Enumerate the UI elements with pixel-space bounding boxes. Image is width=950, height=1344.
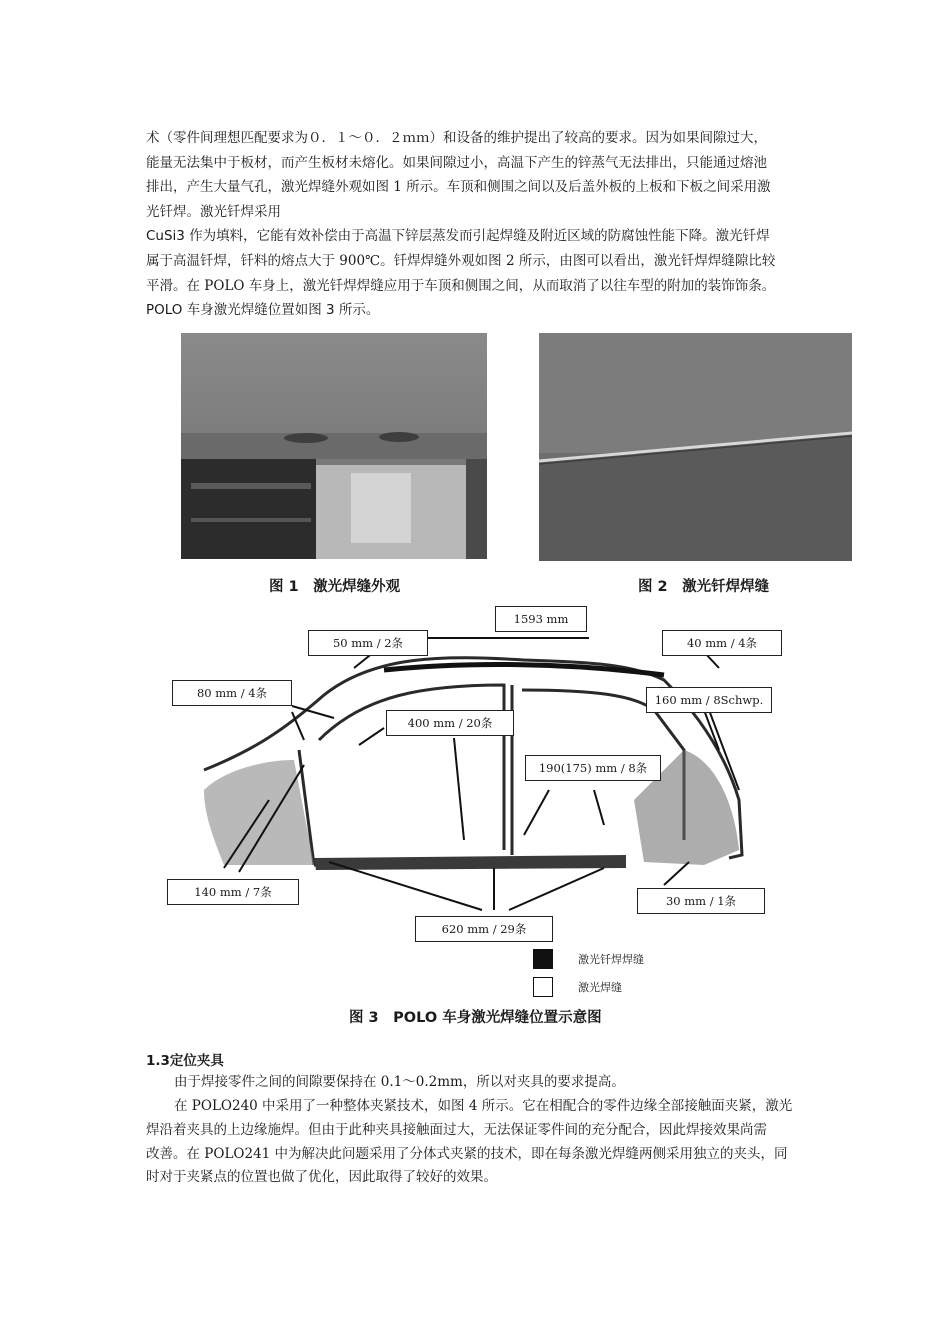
section-paragraph-1	[146, 1071, 814, 1095]
section-heading: 1.3定位夹具	[146, 1053, 224, 1069]
label-rear-roof: 40 mm / 4条	[662, 630, 782, 656]
figure-1-caption: 图 1 激光焊缝外观	[269, 579, 401, 595]
text-line: 由于焊接零件之间的间隙要保持在 0.1～0.2mm，所以对夹具的要求提高。	[174, 1074, 625, 1090]
label-rear-bottom: 30 mm / 1条	[637, 888, 765, 914]
label-front-roof: 50 mm / 2条	[308, 630, 428, 656]
rocker-panel	[314, 855, 626, 870]
section-paragraph-2	[146, 1095, 814, 1190]
text-line: 能量无法集中于板材，而产生板材未熔化。如果间隙过小，高温下产生的锌蒸气无法排出，只能通过熔池	[146, 154, 767, 171]
legend-brazing-label: 激光钎焊焊缝	[578, 953, 644, 966]
text-line: POLO 车身激光焊缝位置如图 3 所示。	[146, 302, 380, 319]
intro-paragraph	[146, 126, 810, 323]
text-line: 光钎焊。激光钎焊采用	[146, 203, 281, 220]
figure-2-photo	[539, 333, 852, 561]
figure-3-caption: 图 3 POLO 车身激光焊缝位置示意图	[349, 1010, 602, 1026]
figure-3-diagram	[164, 600, 784, 1000]
label-rear-door: 190(175) mm / 8条	[525, 755, 661, 781]
label-roof-length: 1593 mm	[495, 606, 587, 632]
text-line: 属于高温钎焊，钎料的熔点大于 900℃。钎焊焊缝外观如图 2 所示，由图可以看出，激光钎焊焊缝隙比较	[146, 252, 776, 269]
label-a-pillar: 80 mm / 4条	[172, 680, 292, 706]
legend-brazing-swatch	[533, 949, 553, 969]
text-line: 焊沿着夹具的上边缘施焊。但由于此种夹具接触面过大，无法保证零件间的充分配合，因此焊接效果尚需	[146, 1121, 767, 1138]
legend-welding-label: 激光焊缝	[578, 981, 622, 994]
text-line: 在 POLO240 中采用了一种整体夹紧技术，如图 4 所示。它在相配合的零件边缘全部接触面夹紧，激光	[174, 1098, 793, 1114]
label-sill: 620 mm / 29条	[415, 916, 553, 942]
text-line: 术（零件间理想匹配要求为０．１～０．２ｍｍ）和设备的维护提出了较高的要求。因为如果间隙过大，	[146, 130, 767, 146]
label-front-bottom: 140 mm / 7条	[167, 879, 299, 905]
text-line: 平滑。在 POLO 车身上，激光钎焊焊缝应用于车顶和侧围之间，从而取消了以往车型的附加的装饰饰条。	[146, 277, 776, 294]
text-line: CuSi3 作为填料，它能有效补偿由于高温下锌层蒸发而引起焊缝及附近区域的防腐蚀性能下降。激光钎焊	[146, 228, 770, 245]
figure-2-caption: 图 2 激光钎焊焊缝	[638, 579, 770, 595]
figure-1-photo	[181, 333, 487, 559]
label-door-frame: 400 mm / 20条	[386, 710, 514, 736]
text-line: 时对于夹紧点的位置也做了优化，因此取得了较好的效果。	[146, 1169, 497, 1186]
label-c-pillar: 160 mm / 8Schwp.	[646, 687, 772, 713]
legend-welding-swatch	[533, 977, 553, 997]
text-line: 排出，产生大量气孔，激光焊缝外观如图 1 所示。车顶和侧围之间以及后盖外板的上板和下板之间采用激	[146, 179, 771, 196]
text-line: 改善。在 POLO241 中为解决此问题采用了分体式夹紧的技术，即在每条激光焊缝两侧采用独立的夹头，同	[146, 1145, 788, 1162]
